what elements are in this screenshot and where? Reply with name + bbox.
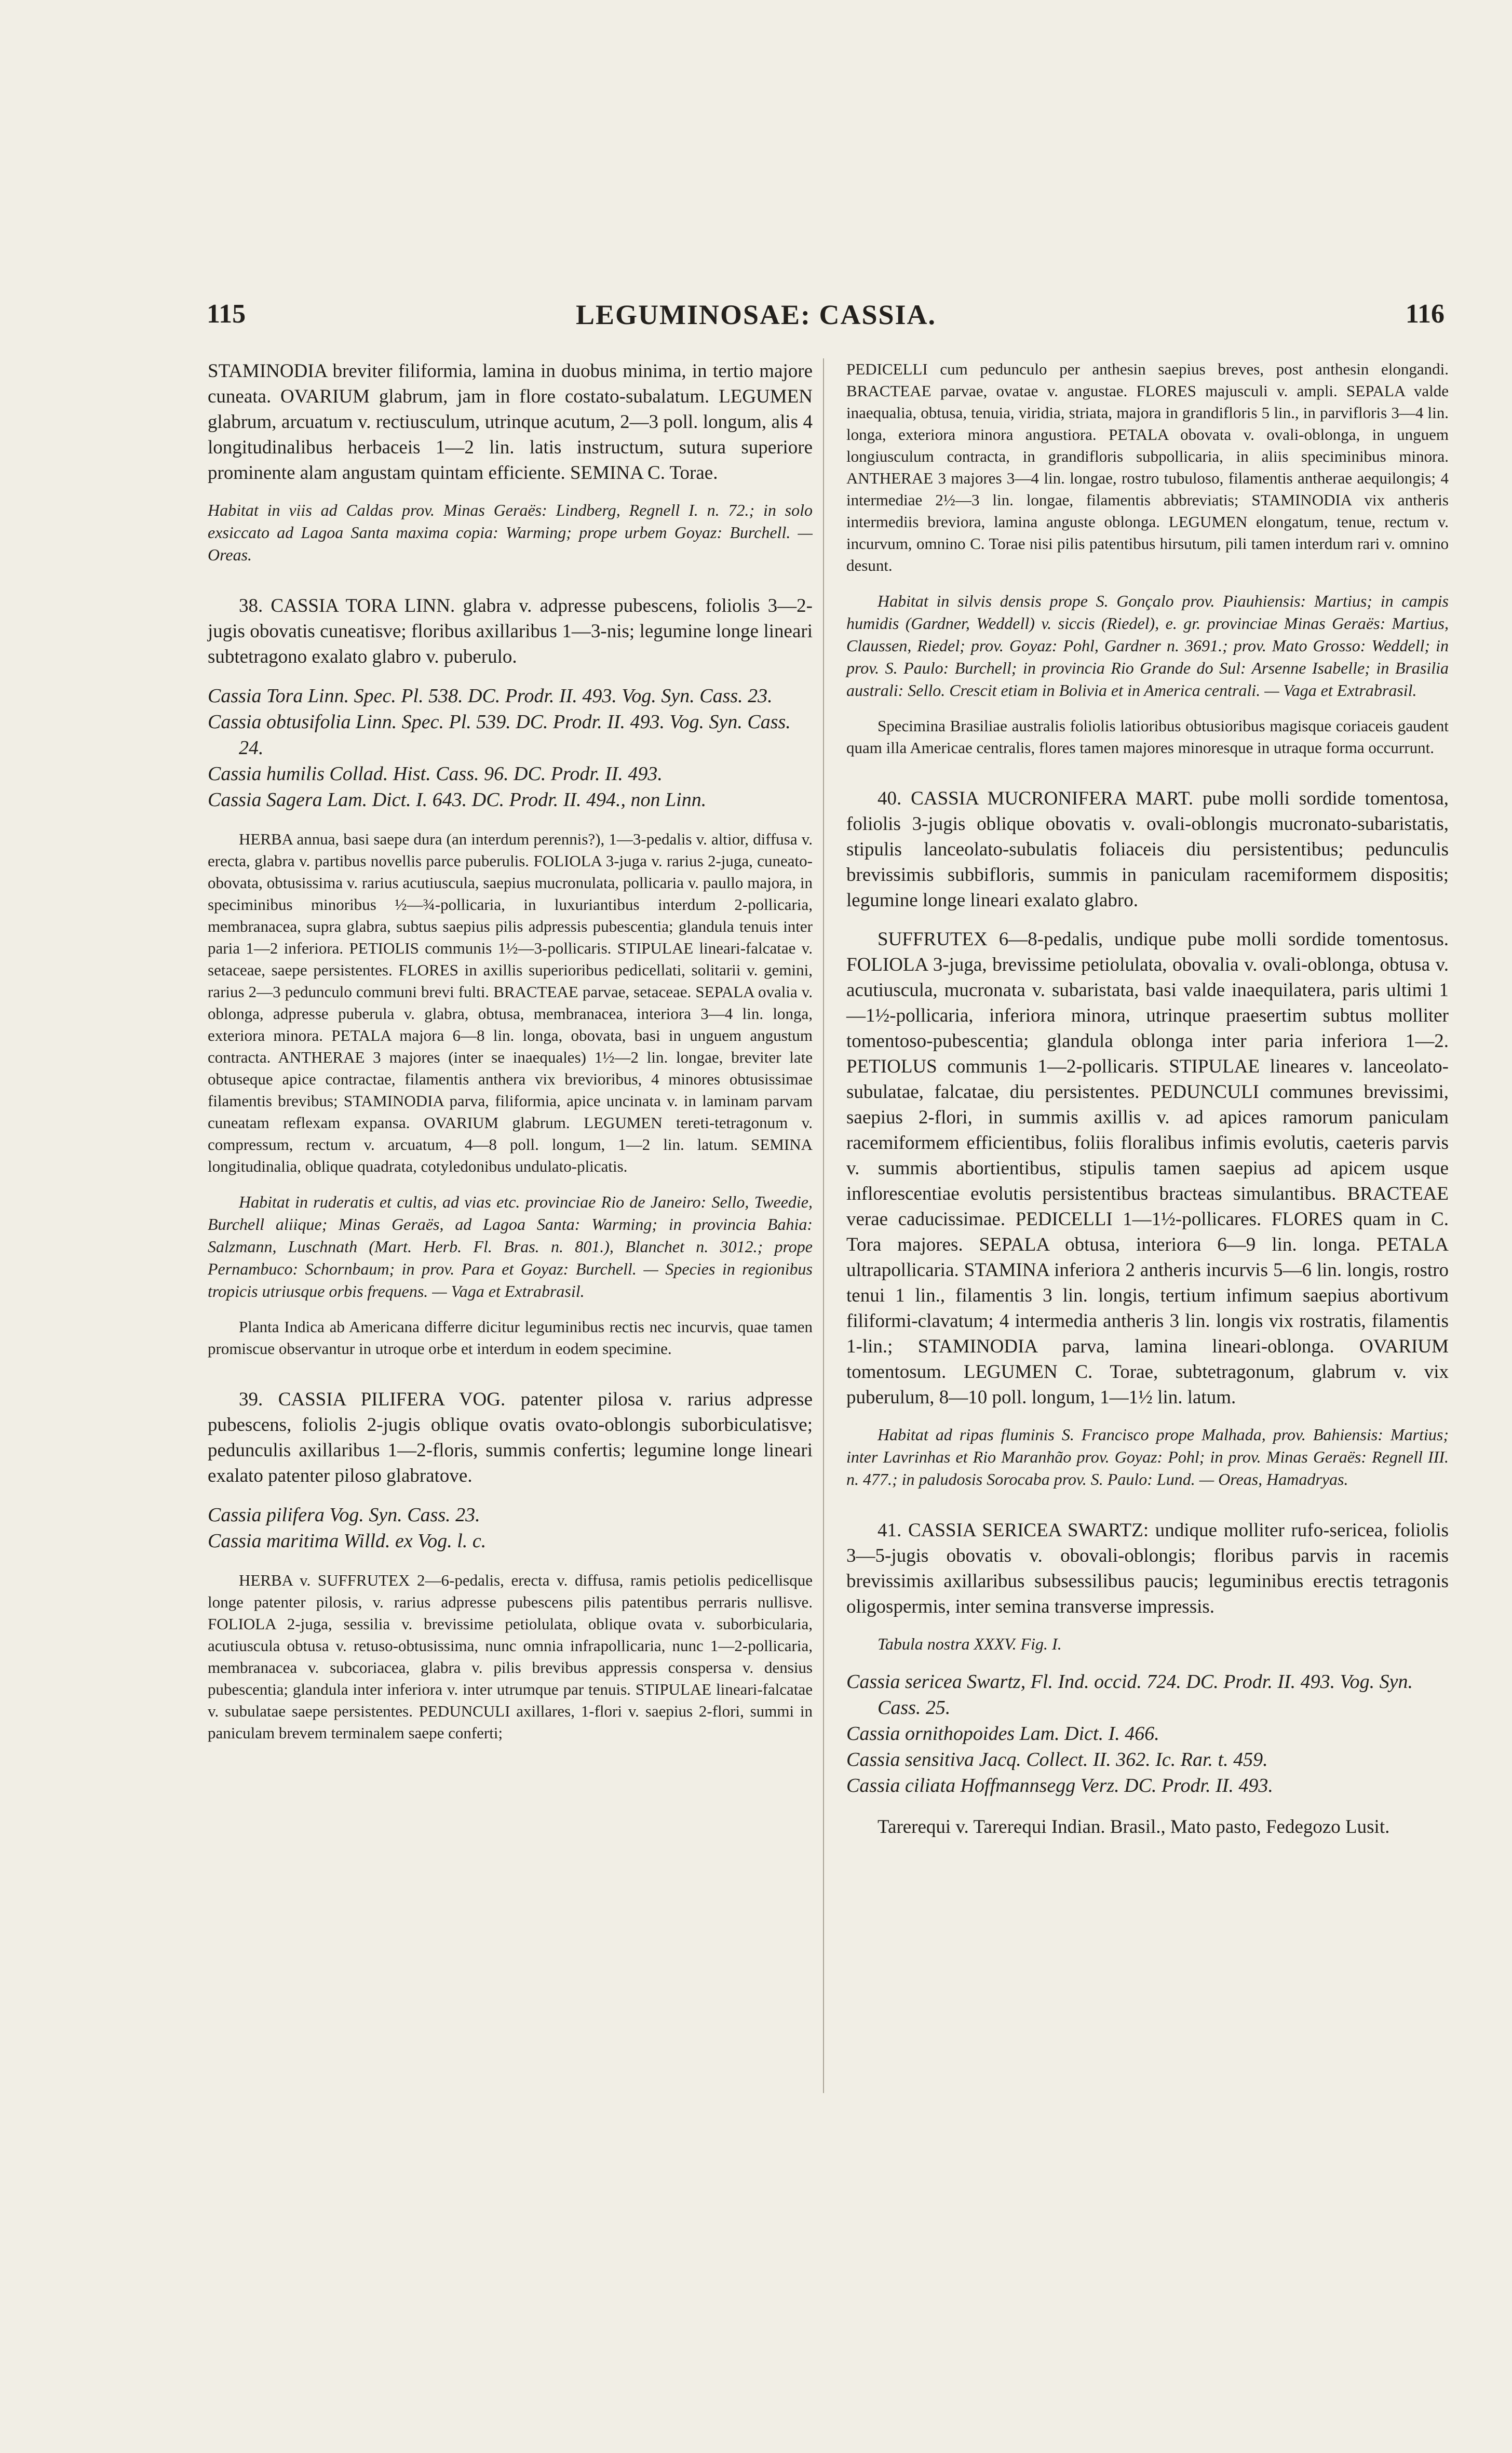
synonym-line: Cassia maritima Willd. ex Vog. l. c. xyxy=(208,1530,487,1552)
synonym-line: Cassia pilifera Vog. Syn. Cass. 23. xyxy=(208,1504,480,1526)
description-38: HERBA annua, basi saepe dura (an interdum perennis?), 1—3-pedalis v. altior, diffusa v. erecta, glabra v. partibus novellis parce puberulis. FOLIOLA 3-juga v. rarius 2-juga, cuneato-obovata, obtusissima v. rarius acutiuscula, saepius mucronulata, pollicaria v. paullo majora, in speciminibus minoribus ½—¾-pollicaria, in luxuriantibus interdum 2-pollicaria, membranacea, supra glabra, subtus saepius pilis adpressis pubescentia; glandula tenuis inter paria 1—2 inferiora. PETIOLIS communis 1½—3-pollicaris. STIPULAE lineari-falcatae v. setaceae, saepe persistentes. FLORES in axillis superioribus pedicellati, solitarii v. gemini, rarius 2—3 pedunculo communi brevi fulti. BRACTEAE parvae, setaceae. SEPALA ovalia v. oblonga, adpresse puberula v. glabra, obtusa, membranacea, interiora 3—4 lin. longa, exteriora minora. PETALA majora 6—8 lin. longa, obovata, basi in unguem angustum contracta. ANTHERAE 3 majores (inter se inaequales) 1½—2 lin. longae, breviter late obtuseque apice contractae, filamentis anthera vix brevioribus, 4 minores obtusissimae filamentis brevibus; STAMINODIA parva, filiformia, apice uncinata v. in laminam parvam cuneatam reflexam expansa. OVARIUM glabrum. LEGUMEN tereti-tetragonum v. compressum, rectum v. arcuatum, 4—8 poll. longum, 1—2 lin. latum. SEMINA longitudinalia, oblique quadrata, cotyledonibus undulato-plicatis. xyxy=(208,830,813,1175)
species-38-diagnosis: 38. CASSIA TORA LINN. glabra v. adpresse pubescens, foliolis 3—2-jugis obovatis cuneatisve; floribus axillaribus 1—3-nis; legumine longe lineari subtetragono exalato glabro v. puberulo. xyxy=(208,595,813,667)
description-39: HERBA v. SUFFRUTEX 2—6-pedalis, erecta v. diffusa, ramis petiolis pedicellisque longe patenter pilosis, v. rarius adpresse pubescens pilis patentibus perraris nullisve. FOLIOLA 2-juga, sessilia v. brevissime petiolulata, oblique ovata v. suborbicularia, acutiuscula obtusa v. retuso-obtusissima, nunc omnia infrapollicaria, nunc 1—2-pollicaria, membranacea v. subcoriacea, glabra v. pilis brevibus appressis conspersa v. densius pubescentia; glandula inter inferiora v. inter utrumque par tenuis. STIPULAE lineari-falcatae v. subulatae saepe persistentes. PEDUNCULI axillares, 1-flori v. saepius 2-flori, summi in paniculam brevem terminalem saepe conferti; xyxy=(208,1571,813,1742)
column-divider xyxy=(823,358,824,2093)
synonym-line: Cassia sensitiva Jacq. Collect. II. 362. Ic. Rar. t. 459. xyxy=(846,1749,1268,1771)
habitat-38: Habitat in ruderatis et cultis, ad vias etc. provinciae Rio de Janeiro: Sello, Tweedie, Burchell aliique; Minas Geraës, ad Lagoa Santa: Warming; in provincia Bahia: Salzmann, Luschnath (Mart. Herb. Fl. Bras. n. 801.), Blanchet n. 3012.; prope Pernambuco: Schornbaum; in prov. Para et Goyaz: Burchell. — Species in regionibus tropicis utriusque orbis frequens. — Vaga et Extrabrasil. xyxy=(208,1192,813,1301)
right-column xyxy=(846,358,1449,1853)
description-39-continued: PEDICELLI cum pedunculo per anthesin saepius breves, post anthesin elongandi. BRACTEAE parvae, ovatae v. angustae. FLORES majusculi v. ampli. SEPALA valde inaequalia, obtusa, tenuia, viridia, striata, majora in grandifloris 5 lin., in parvifloris 3—4 lin. longa, exteriora minora angustiora. PETALA obovata v. ovali-oblonga, in unguem longiusculum contracta, in grandifloris subpollicaria, in aliis speciminibus minora. ANTHERAE 3 majores 3—4 lin. longae, rostro tubuloso, filamentis antherae aequilongis; 4 intermediae 2½—3 lin. longae, filamentis abbreviatis; STAMINODIA vix antheris intermediis breviora, lamina anguste oblonga. LEGUMEN elongatum, tenue, rectum v. incurvum, omnino C. Torae nisi pilis patentibus hirsutum, pili tamen interdum rari v. omnino desunt. xyxy=(846,360,1449,574)
habitat-39: Habitat in silvis densis prope S. Gonçalo prov. Piauhiensis: Martius; in campis humidis (Gardner, Weddell) v. siccis (Riedel), e. gr. provinciae Minas Geraës: Martius, Claussen, Riedel; prov. Goyaz: Pohl, Gardner n. 3691.; prov. Mato Grosso: Weddell; in prov. S. Paulo: Burchell; in provincia Rio Grande do Sul: Arsenne Isabelle; in Brasilia australi: Sello. Crescit etiam in Bolivia et in America centrali. — Vaga et Extrabrasil. xyxy=(846,592,1449,700)
synonym-line: Cassia Sagera Lam. Dict. I. 643. DC. Prodr. II. 494., non Linn. xyxy=(208,789,707,811)
synonym-line: Cassia sericea Swartz, Fl. Ind. occid. 724. DC. Prodr. II. 493. Vog. Syn. Cass. 25. xyxy=(846,1671,1413,1719)
synonym-line: Cassia humilis Collad. Hist. Cass. 96. DC. Prodr. II. 493. xyxy=(208,763,663,785)
synonyms-41 xyxy=(846,1669,1449,1799)
page-number-right: 116 xyxy=(1405,299,1445,329)
synonym-line: Cassia Tora Linn. Spec. Pl. 538. DC. Prodr. II. 493. Vog. Syn. Cass. 23. xyxy=(208,685,773,707)
synonyms-38 xyxy=(208,683,813,813)
habitat-40: Habitat ad ripas fluminis S. Francisco prope Malhada, prov. Bahiensis: Martius; inter Lavrinhas et Rio Maranhão prov. Goyaz: Pohl; in prov. Minas Geraës: Regnell III. n. 477.; in paludosis Sorocaba prov. S. Paulo: Lund. — Oreas, Hamadryas. xyxy=(846,1425,1449,1489)
running-title: LEGUMINOSAE: CASSIA. xyxy=(575,299,937,330)
species-39-diagnosis: 39. CASSIA PILIFERA VOG. patenter pilosa v. rarius adpresse pubescens, foliolis 2-jugis oblique ovatis ovato-oblongis suborbiculatisve; pedunculis axillaribus 1—2-floris, summis confertis; legumine longe lineari exalato patenter piloso glabratove. xyxy=(208,1389,813,1486)
vernacular-names: Tarerequi v. Tarerequi Indian. Brasil., Mato pasto, Fedegozo Lusit. xyxy=(878,1816,1390,1838)
note-38: Planta Indica ab Americana differre dicitur leguminibus rectis nec incurvis, quae tamen promiscue observantur in utroque orbe et interdum in eodem specimine. xyxy=(208,1318,813,1358)
synonyms-39 xyxy=(208,1502,813,1554)
left-column xyxy=(208,358,813,1758)
synonym-line: Cassia ornithopoides Lam. Dict. I. 466. xyxy=(846,1723,1159,1745)
cassia-37-continued: STAMINODIA breviter filiformia, lamina in duobus minima, in tertio majore cuneata. OVARIUM glabrum, jam in flore costato-subalatum. LEGUMEN glabrum, arcuatum v. rectiusculum, utrinque acutum, 2—3 poll. longum, alis 4 longitudinalibus herbaceis 1—2 lin. latis instructum, sutura superiore prominente alam angustam quintam efficiente. SEMINA C. Torae. xyxy=(208,360,813,484)
habitat-37: Habitat in viis ad Caldas prov. Minas Geraës: Lindberg, Regnell I. n. 72.; in solo exsiccato ad Lagoa Santa maxima copia: Warming; prope urbem Goyaz: Burchell. — Oreas. xyxy=(208,501,813,564)
species-40-diagnosis: 40. CASSIA MUCRONIFERA MART. pube molli sordide tomentosa, foliolis 3-jugis oblique obovatis v. ovali-oblongis mucronato-subaristatis, stipulis lanceolato-subulatis foliaceis diu persistentibus; pedunculis brevissimis subbifloris, summis in paniculam racemiformem dispositis; legumine longe lineari exalato glabro. xyxy=(846,788,1449,911)
synonym-line: Cassia obtusifolia Linn. Spec. Pl. 539. DC. Prodr. II. 493. Vog. Syn. Cass. 24. xyxy=(208,711,791,759)
synonym-line: Cassia ciliata Hoffmannsegg Verz. DC. Prodr. II. 493. xyxy=(846,1775,1273,1797)
description-40: SUFFRUTEX 6—8-pedalis, undique pube molli sordide tomentosus. FOLIOLA 3-juga, brevissime petiolulata, obovalia v. ovali-oblonga, obtusa v. acutiuscula, mucronata v. subaristata, basi valde inaequilatera, paris ultimi 1—1½-pollicaria, inferiora minora, utrinque praesertim subtus molliter tomentoso-pubescentia; glandula oblonga inter paria inferiora 1—2. PETIOLUS communis 1—2-pollicaris. STIPULAE lineares v. lanceolato-subulatae, falcatae, diu persistentes. PEDUNCULI communes brevissimi, saepius 2-flori, in summis axillis v. ad apices ramorum paniculam racemiformem efficientibus, foliis floralibus infimis evolutis, caeteris parvis v. summis abortientibus, stipulis tamen saepius ad apicem usque inflorescentiae evolutis persistentibus bracteas simulantibus. BRACTEAE verae caducissimae. PEDICELLI 1—1½-pollicares. FLORES quam in C. Tora majores. SEPALA obtusa, interiora 6—9 lin. longa. PETALA ultrapollicaria. STAMINA inferiora 2 antheris incurvis 5—6 lin. longis, rostro tenui 1 lin., filamentis 3 lin. longis, tertium infimum saepius abortivum filiformi-clavatum; 4 intermedia antheris 3 lin. longis vix rostratis, filamentis 1-lin.; STAMINODIA parva, lamina lineari-oblonga. OVARIUM tomentosum. LEGUMEN C. Torae, subtetragonum, glabrum v. vix puberulum, 8—10 poll. longum, 1—1½ lin. latum. xyxy=(846,929,1449,1408)
note-39: Specimina Brasiliae australis foliolis latioribus obtusioribus magisque coriaceis gaudent quam illa Americae centralis, flores tamen majores minoresque in utraque forma occurrunt. xyxy=(846,717,1449,757)
page-number-left: 115 xyxy=(207,299,246,329)
species-41-diagnosis: 41. CASSIA SERICEA SWARTZ: undique molliter rufo-sericea, foliolis 3—5-jugis obovatis v. obovali-oblongis; floribus parvis in racemis brevissimis axillaribus subsessilibus paucis; leguminibus erectis tetragonis oligospermis, inter semina transverse impressis. xyxy=(846,1520,1449,1617)
plate-reference: Tabula nostra XXXV. Fig. I. xyxy=(878,1634,1062,1653)
